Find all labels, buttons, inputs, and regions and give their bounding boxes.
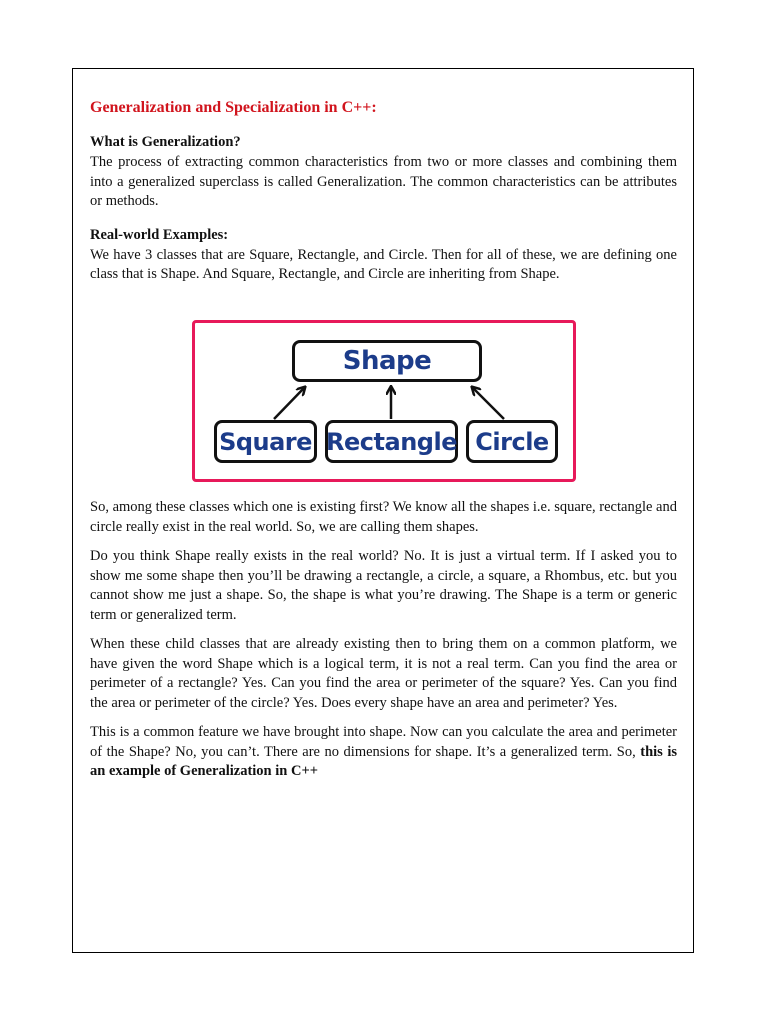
node-square: Square — [214, 420, 317, 463]
node-rectangle: Rectangle — [325, 420, 458, 463]
paragraph-conclusion — [90, 723, 677, 782]
paragraph-shapes-exist: So, among these classes which one is existing first? We know all the shapes i.e. square, rectangle and circle really exist in the real world. So, we are calling them shapes. — [90, 499, 677, 535]
document-title: Generalization and Specialization in C++: — [90, 99, 377, 116]
section-body-examples: We have 3 classes that are Square, Rectangle, and Circle. Then for all of these, we are defining one class that is Shape. And Square, Rectangle, and Circle are inheriting from Shape. — [90, 246, 677, 282]
document-body-continued — [90, 498, 677, 782]
document-body — [90, 98, 677, 285]
section-heading-generalization: What is Generalization? — [90, 134, 241, 150]
arrow-circle-to-shape — [473, 388, 504, 419]
section-body-generalization: The process of extracting common characteristics from two or more classes and combining them into a generalized superclass is called Generalization. The common characteristics can be attributes or methods. — [90, 154, 677, 209]
paragraph-logical-term: When these child classes that are already existing then to bring them on a common platform, we have given the word Shape which is a logical term, it is not a real term. Can you find the area or perimeter of a rectangle? Yes. Can you find the area or perimeter of the square? Yes. Can you find the area or perimeter of the circle? Yes. Does every shape have an area and perimeter? Yes. — [90, 636, 677, 711]
paragraph-conclusion-bold: this is an example of Generalization in C++ — [90, 743, 677, 779]
paragraph-conclusion-text: This is a common feature we have brought into shape. Now can you calculate the area and perimeter of the Shape? No, you can’t. There are no dimensions for shape. It’s a generalized term. So, — [90, 724, 677, 760]
arrow-square-to-shape — [274, 388, 304, 419]
paragraph-virtual-term: Do you think Shape really exists in the real world? No. It is just a virtual term. If I asked you to show me some shape then you’ll be drawing a rectangle, a circle, a square, a Rhombus, etc. but you cannot show me just a shape. So, the shape is what you’re drawing. The Shape is a term or generic term or generalized term. — [90, 548, 677, 623]
inheritance-diagram — [192, 320, 576, 482]
node-circle: Circle — [466, 420, 558, 463]
section-heading-examples: Real-world Examples: — [90, 226, 229, 243]
node-shape: Shape — [292, 340, 482, 382]
